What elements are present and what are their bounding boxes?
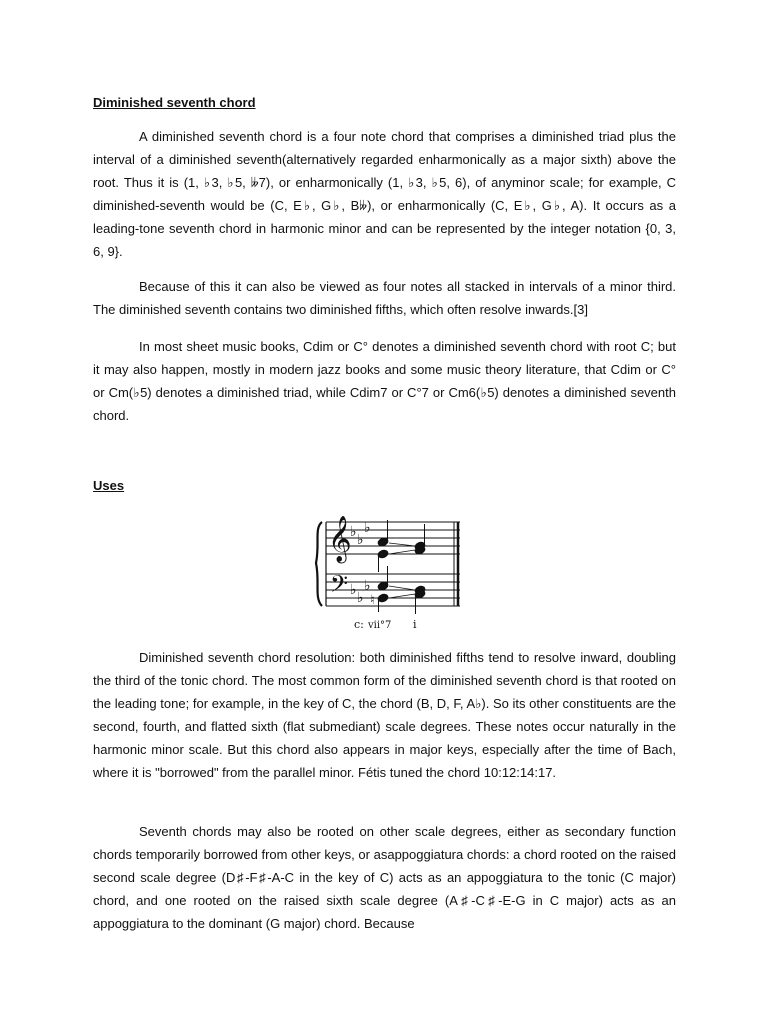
key-label: c: [354,618,364,631]
uses-heading: Uses [93,478,125,493]
svg-text:♭: ♭ [357,590,364,606]
chord-two-bass [414,585,426,614]
natural-sign-icon: ♮ [370,593,375,608]
chord-resolution-figure [312,514,464,632]
chord-two-treble [414,524,426,555]
chord-label-two: i [413,618,417,631]
chord-one-bass [377,566,389,612]
svg-text:♭: ♭ [350,582,357,598]
svg-text:♭: ♭ [364,520,371,536]
svg-text:♭: ♭ [350,524,357,540]
notation-paragraph: In most sheet music books, Cdim or C° denotes a diminished seventh chord with root C; but it may also happen, mostly in modern jazz books and some music theory literature, that Cdim or C° or Cm(♭5) denotes a diminished triad, while Cdim7 or C°7 or Cm6(♭5) denotes a diminished seventh chord. [93,339,676,423]
music-staff-svg [312,514,464,632]
document-title: Diminished seventh chord [93,95,256,110]
chord-label-one: vii°7 [368,620,392,631]
treble-clef-icon: 𝄞 [328,516,352,562]
grand-staff-brace [316,522,322,606]
minor-third-paragraph: Because of this it can also be viewed as four notes all stacked in intervals of a minor third. The diminished seventh contains two diminished fifths, which often resolve inwards.[3] [93,279,676,317]
treble-key-signature [350,520,371,548]
svg-text:♭: ♭ [364,578,371,594]
other-degrees-paragraph: Seventh chords may also be rooted on other scale degrees, either as secondary function chords temporarily borrowed from other keys, or asappoggiatura chords: a chord rooted on the raised second scale degree (D♯-F♯-A-C in the key of C) acts as an appoggiatura to the tonic (C major) chord, and one rooted on the raised sixth scale degree (A♯-C♯-E-G in C major) acts as an appoggiatura to the dominant (G major) chord. Because [93,824,676,931]
resolution-paragraph: Diminished seventh chord resolution: both diminished fifths tend to resolve inward, doubling the third of the tonic chord. The most common form of the diminished seventh chord is that rooted on the leading tone; for example, in the key of C, the chord (B, D, F, A♭). So its other constituents are the second, fourth, and flatted sixth (flat submediant) scale degrees. These notes occur naturally in the harmonic minor scale. But this chord also appears in major keys, especially after the time of Bach, where it is "borrowed" from the parallel minor. Fétis tuned the chord 10:12:14:17. [93,650,676,780]
intro-paragraph: A diminished seventh chord is a four note chord that comprises a diminished triad plus the interval of a diminished seventh(alternatively regarded enharmonically as a major sixth) above the root. Thus it is (1, ♭3, ♭5, 𝄫7), or enharmonically (1, ♭3, ♭5, 6), of anyminor scale; for example, C diminished-seventh would be (C, E♭, G♭, B𝄫), or enharmonically (C, E♭, G♭, A). It occurs as a leading-tone seventh chord in harmonic minor and can be represented by the integer notation {0, 3, 6, 9}. [93,129,676,259]
bass-clef-icon: 𝄢 [330,570,349,603]
svg-text:♭: ♭ [357,532,364,548]
